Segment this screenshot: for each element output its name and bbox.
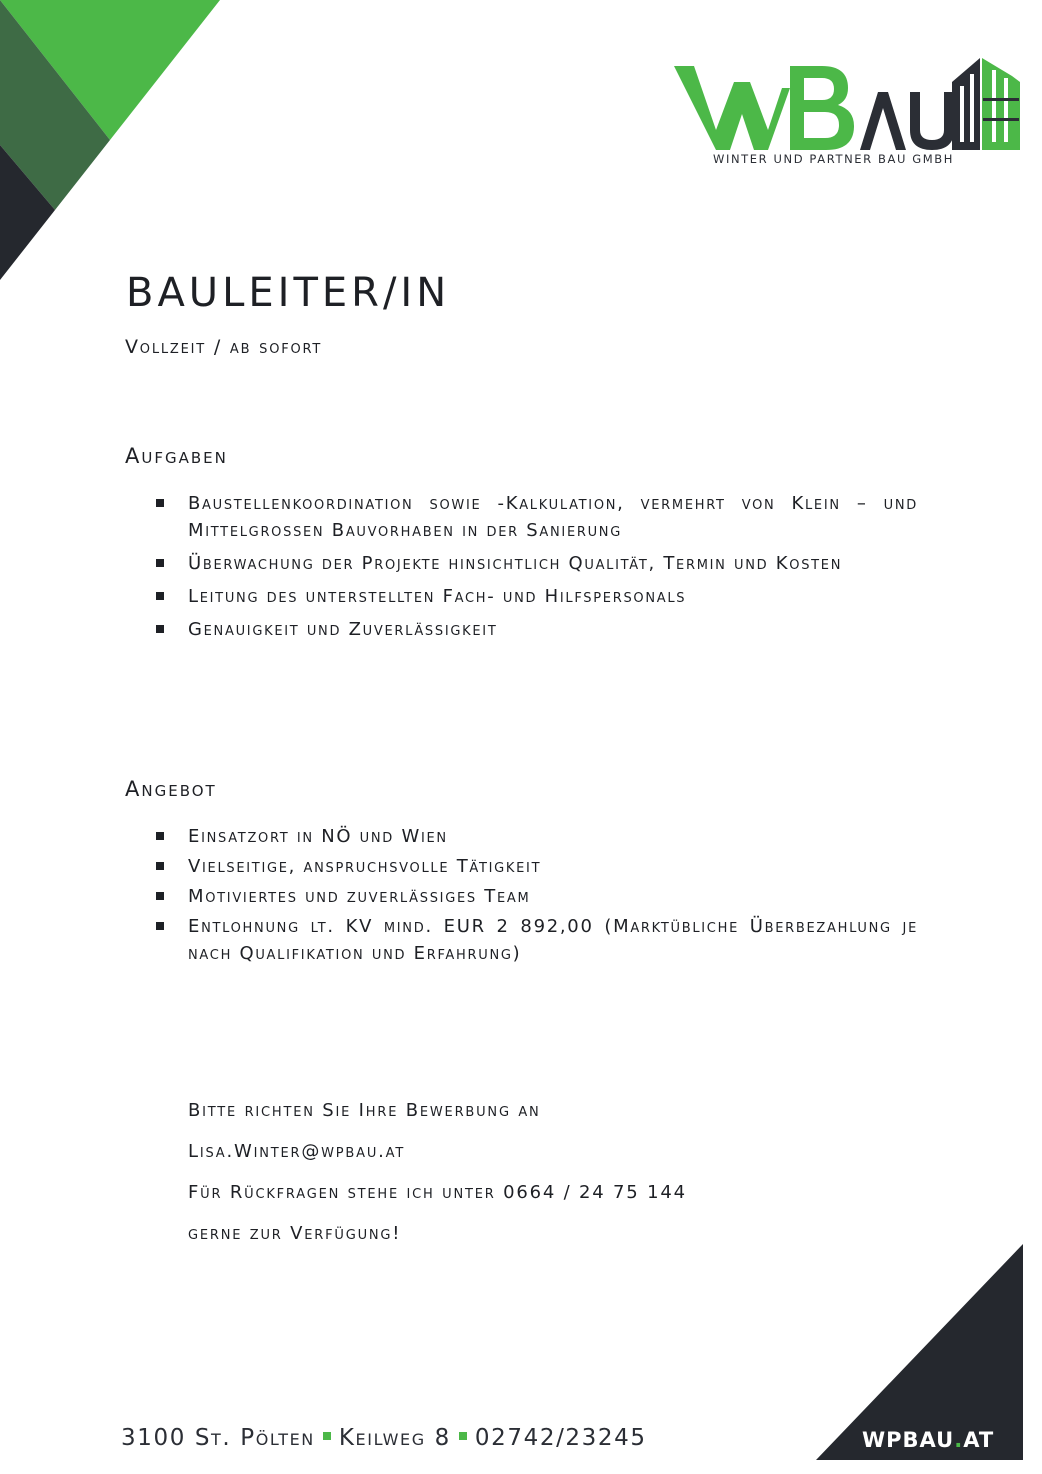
contact-intro: Bitte richten Sie Ihre Bewerbung an	[188, 1100, 541, 1121]
bullet-icon	[156, 499, 164, 507]
job-title: BAULEITER/IN	[126, 270, 451, 316]
bullet-icon	[156, 832, 164, 840]
footer-address	[121, 1425, 647, 1451]
angebot-heading: Angebot	[125, 777, 217, 801]
list-item: Einsatzort in NÖ und Wien	[156, 823, 918, 850]
aufgaben-list	[156, 490, 918, 646]
corner-decoration-top-left	[0, 0, 230, 285]
separator-icon	[459, 1432, 467, 1440]
list-item: Leitung des unterstellten Fach- und Hilfspersonals	[156, 583, 918, 610]
logo-subtitle: WINTER UND PARTNER BAU GMBH	[713, 152, 954, 166]
contact-email-link[interactable]: Lisa.Winter@wpbau.at	[188, 1141, 406, 1162]
aufgaben-heading: Aufgaben	[125, 444, 228, 468]
list-item: Vielseitige, anspruchsvolle Tätigkeit	[156, 853, 918, 880]
bullet-icon	[156, 625, 164, 633]
angebot-list	[156, 823, 918, 970]
job-subtitle: Vollzeit / ab sofort	[125, 336, 323, 358]
bullet-icon	[156, 559, 164, 567]
list-item: Entlohnung lt. KV mind. EUR 2 892,00 (Marktübliche Überbezahlung je nach Qualifikation und Erfahrung)	[156, 913, 918, 967]
list-item: Baustellenkoordination sowie -Kalkulation, vermehrt von Klein – und Mittelgrossen Bauvorhaben in der Sanierung	[156, 490, 918, 544]
separator-icon	[323, 1432, 331, 1440]
list-item: Überwachung der Projekte hinsichtlich Qualität, Termin und Kosten	[156, 550, 918, 577]
bullet-icon	[156, 922, 164, 930]
bullet-icon	[156, 862, 164, 870]
footer-city: 3100 St. Pölten	[121, 1425, 315, 1451]
list-item: Motiviertes und zuverlässiges Team	[156, 883, 918, 910]
bullet-icon	[156, 892, 164, 900]
contact-phone-text: Für Rückfragen stehe ich unter 0664 / 24 75 144	[188, 1182, 687, 1203]
contact-block	[188, 1090, 888, 1254]
contact-closing: gerne zur Verfügung!	[188, 1223, 402, 1244]
list-item: Genauigkeit und Zuverlässigkeit	[156, 616, 918, 643]
footer-phone: 02742/23245	[474, 1425, 647, 1451]
footer-street: Keilweg 8	[338, 1425, 451, 1451]
bullet-icon	[156, 592, 164, 600]
footer-website-link[interactable]: WPBAU.AT	[862, 1428, 995, 1452]
